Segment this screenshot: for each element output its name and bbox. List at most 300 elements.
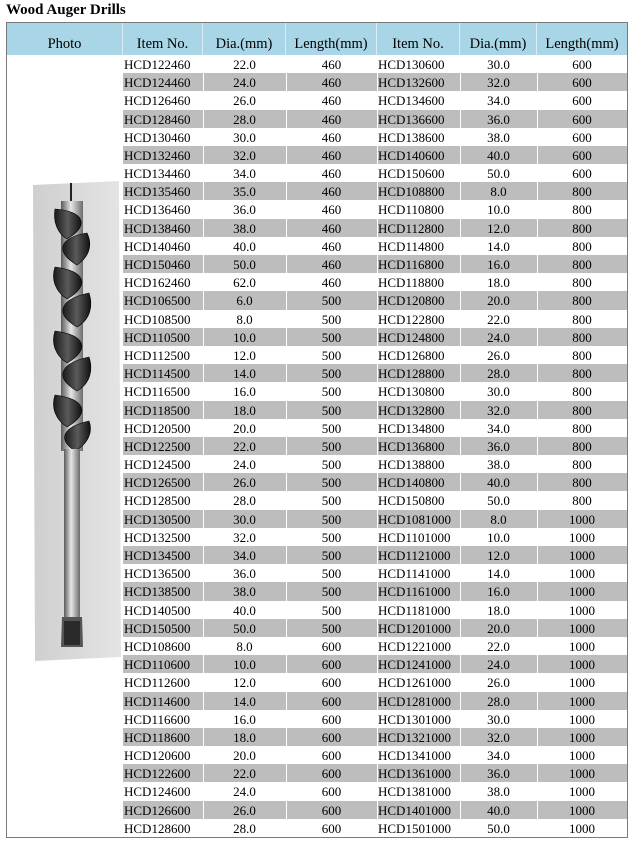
cell-dia-right: 22.0 xyxy=(487,638,510,654)
cell-item-no-right: HCD1181000 xyxy=(378,602,451,618)
cell-item-no-left: HCD128500 xyxy=(124,493,191,509)
cell-length-right: 1000 xyxy=(569,620,595,636)
cell-item-no-left: HCD132460 xyxy=(124,147,191,163)
cell-item-no-left: HCD116500 xyxy=(124,384,190,400)
cell-dia-right: 34.0 xyxy=(487,420,510,436)
cell-dia-right: 16.0 xyxy=(487,584,510,600)
cell-length-left: 460 xyxy=(321,93,342,109)
cell-dia-right: 40.0 xyxy=(487,802,510,818)
cell-dia-left: 12.0 xyxy=(233,347,256,363)
cell-item-no-right: HCD1341000 xyxy=(378,748,451,764)
cell-dia-left: 34.0 xyxy=(233,548,256,564)
cell-length-right: 1000 xyxy=(569,602,595,618)
cell-item-no-left: HCD138500 xyxy=(124,584,191,600)
cell-length-right: 1000 xyxy=(569,548,595,564)
cell-dia-left: 38.0 xyxy=(233,584,256,600)
cell-dia-left: 16.0 xyxy=(233,711,256,727)
cell-length-right: 800 xyxy=(572,257,592,273)
column-divider xyxy=(377,55,378,837)
cell-dia-right: 8.0 xyxy=(490,184,507,200)
cell-dia-left: 36.0 xyxy=(233,566,256,582)
cell-length-left: 460 xyxy=(321,166,342,182)
cell-dia-right: 50.0 xyxy=(487,493,510,509)
cell-length-right: 800 xyxy=(572,457,592,473)
cell-length-left: 600 xyxy=(321,766,342,782)
cell-item-no-right: HCD136600 xyxy=(378,111,445,127)
cell-dia-left: 34.0 xyxy=(233,166,256,182)
cell-length-right: 800 xyxy=(572,366,592,382)
table-row xyxy=(123,346,627,364)
cell-length-left: 500 xyxy=(321,511,342,527)
cell-length-left: 500 xyxy=(321,493,342,509)
cell-dia-left: 22.0 xyxy=(233,57,256,72)
cell-item-no-left: HCD150460 xyxy=(124,257,191,273)
table-row xyxy=(123,473,627,491)
cell-item-no-right: HCD1501000 xyxy=(378,820,451,836)
cell-dia-right: 40.0 xyxy=(487,147,510,163)
cell-length-right: 1000 xyxy=(569,729,595,745)
table-row xyxy=(123,419,627,437)
table-row xyxy=(123,819,627,837)
cell-dia-right: 34.0 xyxy=(487,748,510,764)
cell-dia-left: 26.0 xyxy=(233,475,256,491)
cell-item-no-right: HCD1261000 xyxy=(378,675,451,691)
table-row xyxy=(123,219,627,237)
cell-item-no-right: HCD140800 xyxy=(378,475,445,491)
cell-item-no-left: HCD136460 xyxy=(124,202,191,218)
cell-dia-left: 32.0 xyxy=(233,529,256,545)
cell-length-right: 1000 xyxy=(569,748,595,764)
cell-dia-right: 32.0 xyxy=(487,729,510,745)
cell-dia-left: 36.0 xyxy=(233,202,256,218)
cell-dia-left: 40.0 xyxy=(233,602,256,618)
cell-length-left: 500 xyxy=(321,620,342,636)
cell-item-no-left: HCD138460 xyxy=(124,220,191,236)
cell-length-left: 460 xyxy=(321,275,342,291)
cell-item-no-right: HCD130800 xyxy=(378,384,445,400)
table-row xyxy=(123,782,627,800)
cell-dia-left: 24.0 xyxy=(233,784,256,800)
cell-length-left: 600 xyxy=(321,820,342,836)
cell-item-no-right: HCD134800 xyxy=(378,420,445,436)
table-row xyxy=(123,510,627,528)
cell-item-no-left: HCD126600 xyxy=(124,802,191,818)
table-row xyxy=(123,182,627,200)
table-row xyxy=(123,91,627,109)
cell-item-no-left: HCD120600 xyxy=(124,748,191,764)
header-length-left: Length(mm) xyxy=(286,23,377,55)
column-divider xyxy=(537,55,538,837)
cell-dia-right: 22.0 xyxy=(487,311,510,327)
cell-item-no-left: HCD110500 xyxy=(124,329,190,345)
cell-dia-right: 34.0 xyxy=(487,93,510,109)
cell-dia-left: 6.0 xyxy=(236,293,253,309)
cell-length-right: 800 xyxy=(572,311,592,327)
cell-item-no-left: HCD162460 xyxy=(124,275,191,291)
cell-item-no-left: HCD132500 xyxy=(124,529,191,545)
cell-dia-right: 36.0 xyxy=(487,111,510,127)
cell-dia-left: 50.0 xyxy=(233,257,256,273)
cell-dia-right: 26.0 xyxy=(487,675,510,691)
column-divider xyxy=(460,55,461,837)
cell-dia-left: 62.0 xyxy=(233,275,256,291)
cell-dia-right: 16.0 xyxy=(487,257,510,273)
cell-length-left: 460 xyxy=(321,238,342,254)
cell-item-no-left: HCD108500 xyxy=(124,311,191,327)
cell-length-left: 500 xyxy=(321,293,342,309)
cell-length-right: 1000 xyxy=(569,657,595,673)
cell-dia-right: 10.0 xyxy=(487,202,510,218)
cell-item-no-left: HCD130460 xyxy=(124,129,191,145)
cell-length-right: 600 xyxy=(572,147,592,163)
cell-item-no-right: HCD1101000 xyxy=(378,529,451,545)
table-row xyxy=(123,273,627,291)
cell-length-right: 600 xyxy=(572,166,592,182)
cell-length-right: 1000 xyxy=(569,802,595,818)
cell-length-left: 600 xyxy=(321,802,342,818)
cell-dia-left: 10.0 xyxy=(233,657,256,673)
cell-dia-left: 20.0 xyxy=(233,420,256,436)
cell-item-no-left: HCD135460 xyxy=(124,184,191,200)
table-row xyxy=(123,582,627,600)
cell-item-no-left: HCD118600 xyxy=(124,729,190,745)
cell-item-no-right: HCD1241000 xyxy=(378,657,451,673)
cell-item-no-right: HCD1081000 xyxy=(378,511,451,527)
cell-dia-right: 18.0 xyxy=(487,275,510,291)
cell-dia-right: 20.0 xyxy=(487,620,510,636)
cell-length-left: 500 xyxy=(321,529,342,545)
cell-item-no-right: HCD136800 xyxy=(378,438,445,454)
cell-length-right: 800 xyxy=(572,329,592,345)
table-row xyxy=(123,73,627,91)
column-divider xyxy=(203,55,204,837)
cell-dia-left: 26.0 xyxy=(233,802,256,818)
cell-dia-right: 20.0 xyxy=(487,293,510,309)
cell-item-no-left: HCD124600 xyxy=(124,784,191,800)
cell-dia-left: 16.0 xyxy=(233,384,256,400)
cell-dia-right: 38.0 xyxy=(487,784,510,800)
cell-length-right: 1000 xyxy=(569,638,595,654)
cell-dia-right: 12.0 xyxy=(487,548,510,564)
cell-item-no-right: HCD1281000 xyxy=(378,693,451,709)
cell-dia-left: 8.0 xyxy=(236,311,253,327)
cell-dia-right: 26.0 xyxy=(487,347,510,363)
table-row xyxy=(123,110,627,128)
cell-item-no-left: HCD128460 xyxy=(124,111,191,127)
table-row xyxy=(123,528,627,546)
cell-length-right: 800 xyxy=(572,493,592,509)
table-row xyxy=(123,637,627,655)
table-row xyxy=(123,619,627,637)
cell-dia-right: 36.0 xyxy=(487,766,510,782)
cell-item-no-left: HCD120500 xyxy=(124,420,191,436)
cell-length-right: 1000 xyxy=(569,566,595,582)
cell-item-no-right: HCD140600 xyxy=(378,147,445,163)
table-row xyxy=(123,601,627,619)
cell-length-right: 800 xyxy=(572,420,592,436)
cell-dia-right: 50.0 xyxy=(487,820,510,836)
cell-length-left: 500 xyxy=(321,311,342,327)
cell-length-right: 600 xyxy=(572,129,592,145)
cell-dia-right: 50.0 xyxy=(487,166,510,182)
cell-dia-right: 28.0 xyxy=(487,366,510,382)
cell-length-right: 1000 xyxy=(569,820,595,836)
cell-length-left: 500 xyxy=(321,420,342,436)
cell-dia-right: 32.0 xyxy=(487,75,510,91)
table-row xyxy=(123,382,627,400)
cell-length-right: 1000 xyxy=(569,511,595,527)
cell-length-left: 600 xyxy=(321,675,342,691)
cell-item-no-right: HCD1221000 xyxy=(378,638,451,654)
cell-length-right: 800 xyxy=(572,238,592,254)
cell-item-no-right: HCD126800 xyxy=(378,347,445,363)
table-row xyxy=(123,401,627,419)
cell-item-no-left: HCD126500 xyxy=(124,475,191,491)
cell-dia-right: 30.0 xyxy=(487,384,510,400)
cell-dia-right: 40.0 xyxy=(487,475,510,491)
page-title: Wood Auger Drills xyxy=(6,2,126,18)
cell-item-no-left: HCD136500 xyxy=(124,566,191,582)
cell-item-no-right: HCD1401000 xyxy=(378,802,451,818)
cell-item-no-right: HCD116800 xyxy=(378,257,444,273)
cell-dia-right: 12.0 xyxy=(487,220,510,236)
cell-item-no-left: HCD140460 xyxy=(124,238,191,254)
cell-dia-left: 38.0 xyxy=(233,220,256,236)
table-row xyxy=(123,564,627,582)
product-table xyxy=(6,22,628,838)
table-row xyxy=(123,655,627,673)
table-body xyxy=(123,55,627,837)
cell-length-left: 460 xyxy=(321,184,342,200)
cell-dia-left: 28.0 xyxy=(233,820,256,836)
cell-length-left: 460 xyxy=(321,202,342,218)
cell-dia-left: 32.0 xyxy=(233,147,256,163)
cell-dia-left: 30.0 xyxy=(233,511,256,527)
cell-dia-right: 10.0 xyxy=(487,529,510,545)
table-header-row xyxy=(7,23,627,55)
cell-length-left: 460 xyxy=(321,129,342,145)
cell-dia-left: 14.0 xyxy=(233,693,256,709)
table-row xyxy=(123,455,627,473)
cell-dia-right: 38.0 xyxy=(487,457,510,473)
cell-item-no-left: HCD116600 xyxy=(124,711,190,727)
cell-dia-right: 24.0 xyxy=(487,329,510,345)
cell-dia-left: 8.0 xyxy=(236,638,253,654)
cell-length-right: 800 xyxy=(572,220,592,236)
header-item-no-right: Item No. xyxy=(377,23,460,55)
cell-length-right: 600 xyxy=(572,75,592,91)
cell-item-no-left: HCD114600 xyxy=(124,693,190,709)
cell-item-no-right: HCD132600 xyxy=(378,75,445,91)
cell-item-no-right: HCD130600 xyxy=(378,57,445,72)
cell-length-right: 800 xyxy=(572,184,592,200)
cell-item-no-right: HCD138800 xyxy=(378,457,445,473)
cell-dia-right: 24.0 xyxy=(487,657,510,673)
cell-item-no-left: HCD126460 xyxy=(124,93,191,109)
cell-dia-left: 14.0 xyxy=(233,366,256,382)
cell-length-left: 600 xyxy=(321,748,342,764)
cell-dia-right: 32.0 xyxy=(487,402,510,418)
cell-dia-right: 8.0 xyxy=(490,511,507,527)
table-row xyxy=(123,328,627,346)
cell-length-right: 800 xyxy=(572,347,592,363)
cell-length-left: 500 xyxy=(321,329,342,345)
cell-length-left: 600 xyxy=(321,711,342,727)
cell-item-no-left: HCD108600 xyxy=(124,638,191,654)
table-row xyxy=(123,710,627,728)
cell-length-right: 600 xyxy=(572,93,592,109)
cell-length-right: 1000 xyxy=(569,784,595,800)
cell-dia-right: 36.0 xyxy=(487,438,510,454)
cell-length-left: 460 xyxy=(321,75,342,91)
table-row xyxy=(123,364,627,382)
cell-length-left: 600 xyxy=(321,784,342,800)
cell-length-left: 460 xyxy=(321,220,342,236)
header-item-no-left: Item No. xyxy=(123,23,203,55)
cell-length-right: 800 xyxy=(572,402,592,418)
cell-item-no-right: HCD112800 xyxy=(378,220,444,236)
cell-item-no-right: HCD1361000 xyxy=(378,766,451,782)
cell-dia-left: 40.0 xyxy=(233,238,256,254)
table-row xyxy=(123,673,627,691)
cell-dia-right: 18.0 xyxy=(487,602,510,618)
cell-item-no-left: HCD128600 xyxy=(124,820,191,836)
table-row xyxy=(123,237,627,255)
cell-length-left: 500 xyxy=(321,457,342,473)
cell-length-right: 800 xyxy=(572,202,592,218)
table-row xyxy=(123,164,627,182)
table-row xyxy=(123,491,627,509)
cell-item-no-right: HCD150800 xyxy=(378,493,445,509)
cell-item-no-left: HCD112600 xyxy=(124,675,190,691)
cell-dia-left: 50.0 xyxy=(233,620,256,636)
cell-length-left: 500 xyxy=(321,384,342,400)
table-row xyxy=(123,746,627,764)
cell-dia-left: 24.0 xyxy=(233,457,256,473)
cell-dia-left: 30.0 xyxy=(233,129,256,145)
cell-length-left: 500 xyxy=(321,438,342,454)
cell-dia-left: 18.0 xyxy=(233,402,256,418)
cell-item-no-left: HCD106500 xyxy=(124,293,191,309)
cell-item-no-right: HCD1201000 xyxy=(378,620,451,636)
cell-item-no-right: HCD128800 xyxy=(378,366,445,382)
cell-item-no-left: HCD134460 xyxy=(124,166,191,182)
cell-item-no-left: HCD122500 xyxy=(124,438,191,454)
table-row xyxy=(123,291,627,309)
cell-dia-left: 22.0 xyxy=(233,766,256,782)
cell-item-no-left: HCD150500 xyxy=(124,620,191,636)
cell-item-no-right: HCD1381000 xyxy=(378,784,451,800)
cell-item-no-left: HCD130500 xyxy=(124,511,191,527)
cell-length-left: 500 xyxy=(321,347,342,363)
cell-length-right: 800 xyxy=(572,293,592,309)
table-row xyxy=(123,128,627,146)
cell-item-no-right: HCD138600 xyxy=(378,129,445,145)
table-row xyxy=(123,146,627,164)
cell-length-right: 1000 xyxy=(569,766,595,782)
cell-item-no-right: HCD1301000 xyxy=(378,711,451,727)
cell-length-left: 460 xyxy=(321,57,342,72)
cell-length-left: 500 xyxy=(321,566,342,582)
cell-dia-right: 30.0 xyxy=(487,711,510,727)
cell-item-no-right: HCD132800 xyxy=(378,402,445,418)
cell-item-no-right: HCD120800 xyxy=(378,293,445,309)
cell-dia-left: 28.0 xyxy=(233,111,256,127)
cell-item-no-right: HCD108800 xyxy=(378,184,445,200)
cell-item-no-left: HCD140500 xyxy=(124,602,191,618)
cell-length-left: 460 xyxy=(321,257,342,273)
cell-dia-right: 28.0 xyxy=(487,693,510,709)
cell-length-right: 800 xyxy=(572,384,592,400)
cell-item-no-left: HCD124500 xyxy=(124,457,191,473)
header-length-right: Length(mm) xyxy=(545,36,619,52)
cell-dia-left: 35.0 xyxy=(233,184,256,200)
cell-length-left: 500 xyxy=(321,475,342,491)
cell-item-no-left: HCD118500 xyxy=(124,402,190,418)
auger-drill-photo xyxy=(31,181,121,661)
cell-dia-left: 18.0 xyxy=(233,729,256,745)
cell-item-no-right: HCD110800 xyxy=(378,202,444,218)
cell-length-left: 600 xyxy=(321,657,342,673)
cell-length-right: 1000 xyxy=(569,584,595,600)
cell-dia-left: 20.0 xyxy=(233,748,256,764)
cell-item-no-left: HCD122460 xyxy=(124,57,191,72)
cell-dia-left: 26.0 xyxy=(233,93,256,109)
cell-dia-left: 28.0 xyxy=(233,493,256,509)
cell-item-no-right: HCD134600 xyxy=(378,93,445,109)
table-row xyxy=(123,310,627,328)
cell-length-left: 460 xyxy=(321,111,342,127)
cell-item-no-right: HCD150600 xyxy=(378,166,445,182)
cell-length-right: 800 xyxy=(572,275,592,291)
table-row xyxy=(123,437,627,455)
cell-length-left: 600 xyxy=(321,638,342,654)
cell-item-no-left: HCD134500 xyxy=(124,548,191,564)
cell-dia-left: 24.0 xyxy=(233,75,256,91)
photo-column xyxy=(7,55,123,837)
cell-item-no-right: HCD118800 xyxy=(378,275,444,291)
cell-item-no-left: HCD110600 xyxy=(124,657,190,673)
cell-length-right: 800 xyxy=(572,438,592,454)
cell-dia-right: 38.0 xyxy=(487,129,510,145)
cell-length-right: 800 xyxy=(572,475,592,491)
cell-length-left: 500 xyxy=(321,366,342,382)
header-dia-left: Dia.(mm) xyxy=(203,23,286,55)
cell-item-no-left: HCD112500 xyxy=(124,347,190,363)
table-row xyxy=(123,692,627,710)
cell-length-left: 460 xyxy=(321,147,342,163)
table-row xyxy=(123,255,627,273)
cell-length-left: 500 xyxy=(321,584,342,600)
cell-length-left: 500 xyxy=(321,602,342,618)
cell-length-right: 1000 xyxy=(569,693,595,709)
cell-item-no-right: HCD124800 xyxy=(378,329,445,345)
cell-dia-right: 30.0 xyxy=(487,57,510,72)
cell-dia-right: 14.0 xyxy=(487,566,510,582)
table-row xyxy=(123,801,627,819)
cell-dia-left: 22.0 xyxy=(233,438,256,454)
cell-item-no-right: HCD114800 xyxy=(378,238,444,254)
cell-length-right: 1000 xyxy=(569,675,595,691)
table-row xyxy=(123,728,627,746)
cell-dia-right: 14.0 xyxy=(487,238,510,254)
cell-length-left: 600 xyxy=(321,729,342,745)
table-row xyxy=(123,55,627,73)
cell-dia-left: 10.0 xyxy=(233,329,256,345)
column-divider xyxy=(286,55,287,837)
header-photo: Photo xyxy=(7,23,123,55)
cell-item-no-right: HCD122800 xyxy=(378,311,445,327)
